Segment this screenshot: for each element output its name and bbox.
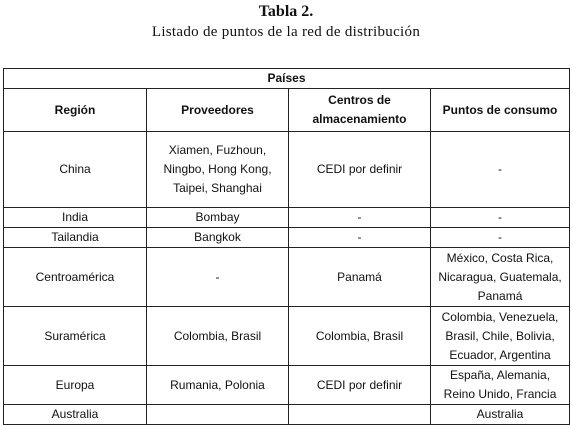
cell-region: Europa <box>4 366 147 405</box>
table-row <box>4 228 570 248</box>
cell-region: Tailandia <box>4 228 147 248</box>
column-header-region: Región <box>4 89 147 132</box>
table-row <box>4 366 570 405</box>
cell-consumo: - <box>431 132 570 208</box>
cell-consumo: - <box>431 208 570 228</box>
column-header-centros: Centros de almacenamiento <box>289 89 431 132</box>
cell-proveedores: Bangkok <box>147 228 289 248</box>
cell-region: China <box>4 132 147 208</box>
table-caption-title: Tabla 2. <box>258 3 314 20</box>
cell-centros <box>289 405 431 425</box>
cell-centros: Colombia, Brasil <box>289 307 431 366</box>
cell-consumo: Australia <box>431 405 570 425</box>
table-row <box>4 405 570 425</box>
cell-region: Centroamérica <box>4 248 147 307</box>
cell-consumo: México, Costa Rica, Nicaragua, Guatemala, Panamá <box>431 248 570 307</box>
cell-centros: Panamá <box>289 248 431 307</box>
column-header-consumo: Puntos de consumo <box>431 89 570 132</box>
table-row <box>4 208 570 228</box>
table-header-row <box>4 89 570 132</box>
cell-proveedores: Colombia, Brasil <box>147 307 289 366</box>
cell-consumo: - <box>431 228 570 248</box>
cell-proveedores <box>147 405 289 425</box>
column-header-proveedores: Proveedores <box>147 89 289 132</box>
cell-proveedores: Bombay <box>147 208 289 228</box>
cell-centros: CEDI por definir <box>289 366 431 405</box>
cell-consumo: España, Alemania, Reino Unido, Francia <box>431 366 570 405</box>
distribution-table <box>3 68 570 425</box>
table-row <box>4 307 570 366</box>
cell-centros: CEDI por definir <box>289 132 431 208</box>
group-header-paises: Países <box>4 69 570 89</box>
cell-centros: - <box>289 228 431 248</box>
cell-consumo: Colombia, Venezuela, Brasil, Chile, Bolivia, Ecuador, Argentina <box>431 307 570 366</box>
cell-region: India <box>4 208 147 228</box>
table-row <box>4 248 570 307</box>
cell-centros: - <box>289 208 431 228</box>
table-row <box>4 132 570 208</box>
table-caption-subtitle: Listado de puntos de la red de distribución <box>151 24 421 40</box>
cell-proveedores: Rumania, Polonia <box>147 366 289 405</box>
table-group-header-row <box>4 69 570 89</box>
cell-proveedores: - <box>147 248 289 307</box>
cell-region: Australia <box>4 405 147 425</box>
cell-region: Suramérica <box>4 307 147 366</box>
cell-proveedores: Xiamen, Fuzhoun, Ningbo, Hong Kong, Taipei, Shanghai <box>147 132 289 208</box>
